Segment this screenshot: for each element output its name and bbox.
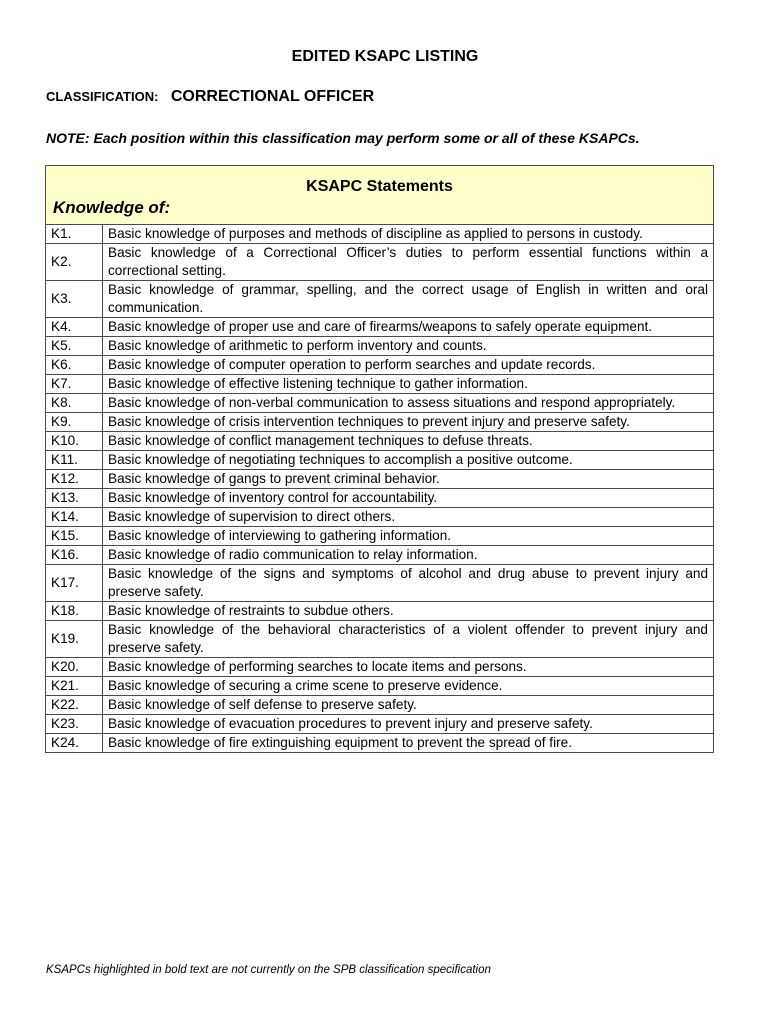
table-row [46,375,714,394]
ksapc-statement: Basic knowledge of performing searches to locate items and persons. [103,658,714,677]
ksapc-code: K14. [46,508,103,527]
ksapc-statement: Basic knowledge of securing a crime scene to preserve evidence. [103,677,714,696]
ksapc-code: K18. [46,602,103,621]
table-row [46,225,714,244]
classification-label: CLASSIFICATION: [46,89,159,104]
ksapc-statement: Basic knowledge of gangs to prevent criminal behavior. [103,470,714,489]
note-text: NOTE: Each position within this classification may perform some or all of these KSAPCs. [46,130,640,146]
ksapc-statement: Basic knowledge of inventory control for accountability. [103,489,714,508]
table-row [46,281,714,318]
document-title: EDITED KSAPC LISTING [291,48,479,65]
ksapc-statement: Basic knowledge of restraints to subdue others. [103,602,714,621]
table-row [46,715,714,734]
ksapc-code: K4. [46,318,103,337]
table-row [46,451,714,470]
ksapc-code: K20. [46,658,103,677]
ksapc-code: K21. [46,677,103,696]
table-row [46,527,714,546]
table-row [46,658,714,677]
ksapc-code: K2. [46,244,103,281]
ksapc-statement: Basic knowledge of fire extinguishing equipment to prevent the spread of fire. [103,734,714,753]
table-row [46,470,714,489]
table-row [46,489,714,508]
ksapc-code: K22. [46,696,103,715]
ksapc-code: K19. [46,621,103,658]
ksapc-code: K12. [46,470,103,489]
table-row [46,318,714,337]
table-row [46,356,714,375]
ksapc-statement: Basic knowledge of the behavioral characteristics of a violent offender to prevent injury and preserve safety. [103,621,714,658]
table-row [46,244,714,281]
ksapc-statement: Basic knowledge of evacuation procedures to prevent injury and preserve safety. [103,715,714,734]
ksapc-statement: Basic knowledge of purposes and methods of discipline as applied to persons in custody. [103,225,714,244]
ksapc-statement: Basic knowledge of grammar, spelling, and the correct usage of English in written and oral communication. [103,281,714,318]
table-row [46,621,714,658]
classification-value: CORRECTIONAL OFFICER [170,88,375,105]
table-row [46,508,714,527]
table-row [46,696,714,715]
table-row [46,602,714,621]
ksapc-statement: Basic knowledge of arithmetic to perform inventory and counts. [103,337,714,356]
table-row [46,677,714,696]
table-row [46,432,714,451]
ksapc-code: K6. [46,356,103,375]
ksapc-statement: Basic knowledge of effective listening technique to gather information. [103,375,714,394]
ksapc-code: K3. [46,281,103,318]
ksapc-code: K10. [46,432,103,451]
ksapc-code: K1. [46,225,103,244]
ksapc-code: K13. [46,489,103,508]
table-header-row [46,166,714,225]
table-header-title: KSAPC Statements [306,178,453,195]
ksapc-statement: Basic knowledge of crisis intervention techniques to prevent injury and preserve safety. [103,413,714,432]
ksapc-code: K23. [46,715,103,734]
table-row [46,413,714,432]
table-row [46,734,714,753]
ksapc-statement: Basic knowledge of radio communication to relay information. [103,546,714,565]
ksapc-statement: Basic knowledge of supervision to direct others. [103,508,714,527]
ksapc-code: K7. [46,375,103,394]
ksapc-statement: Basic knowledge of self defense to preserve safety. [103,696,714,715]
ksapc-code: K11. [46,451,103,470]
ksapc-table [45,165,714,753]
ksapc-code: K9. [46,413,103,432]
ksapc-statement: Basic knowledge of non-verbal communication to assess situations and respond appropriately. [103,394,714,413]
ksapc-code: K24. [46,734,103,753]
ksapc-statement: Basic knowledge of conflict management techniques to defuse threats. [103,432,714,451]
ksapc-code: K17. [46,565,103,602]
table-row [46,565,714,602]
classification-line [46,88,374,106]
ksapc-statement: Basic knowledge of a Correctional Officer’s duties to perform essential functions within a correctional setting. [103,244,714,281]
ksapc-statement: Basic knowledge of computer operation to perform searches and update records. [103,356,714,375]
table-row [46,394,714,413]
ksapc-statement: Basic knowledge of the signs and symptoms of alcohol and drug abuse to prevent injury and preserve safety. [103,565,714,602]
table-row [46,337,714,356]
ksapc-code: K15. [46,527,103,546]
ksapc-statement: Basic knowledge of interviewing to gathering information. [103,527,714,546]
table-row [46,546,714,565]
table-header-cell [46,166,714,225]
ksapc-code: K8. [46,394,103,413]
table-header-subtitle: Knowledge of: [53,198,171,217]
ksapc-code: K16. [46,546,103,565]
ksapc-statement: Basic knowledge of negotiating techniques to accomplish a positive outcome. [103,451,714,470]
ksapc-statement: Basic knowledge of proper use and care of firearms/weapons to safely operate equipment. [103,318,714,337]
footnote: KSAPCs highlighted in bold text are not currently on the SPB classification specification [46,964,491,976]
ksapc-code: K5. [46,337,103,356]
